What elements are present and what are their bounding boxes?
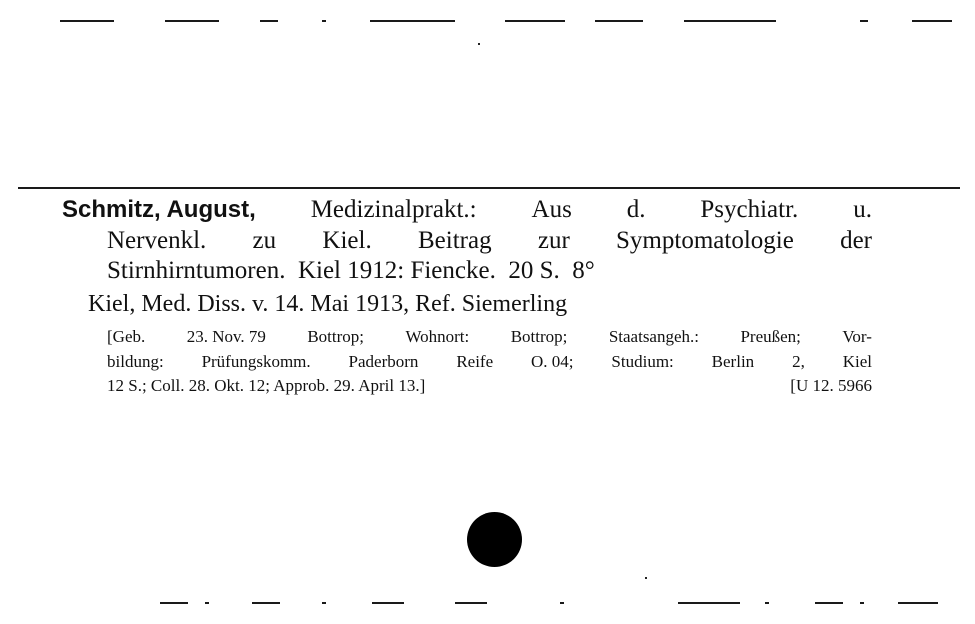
word: Beitrag: [417, 227, 492, 254]
word: Paderborn: [348, 352, 419, 371]
word: Bottrop;: [307, 327, 364, 346]
word: Bottrop;: [510, 327, 568, 346]
entry-line-2: [107, 227, 872, 255]
word: 23. Nov. 79: [186, 327, 266, 346]
word: Vor-: [842, 327, 872, 346]
word: u.: [853, 196, 872, 223]
horizontal-rule: [18, 187, 960, 189]
word: d.: [626, 196, 646, 223]
speck: [645, 577, 647, 579]
word: Nervenkl.: [107, 227, 207, 254]
bio-line-3-text: 12 S.; Coll. 28. Okt. 12; Approb. 29. April 13.]: [107, 376, 426, 395]
word: Reife: [456, 352, 494, 371]
word: der: [840, 227, 872, 254]
word: Staatsangeh.:: [608, 327, 699, 346]
entry-line-1: [62, 196, 872, 224]
word: zu: [252, 227, 277, 254]
author-name: Schmitz, August,: [62, 196, 256, 223]
word: zur: [537, 227, 570, 254]
word: Berlin: [711, 352, 755, 371]
word: Kiel.: [322, 227, 372, 254]
punch-hole: [467, 512, 522, 567]
word: Aus: [531, 196, 572, 223]
bio-line-3: [107, 376, 872, 396]
word: [Geb.: [107, 327, 146, 346]
word: Wohnort:: [405, 327, 470, 346]
word: Kiel: [842, 352, 872, 371]
shelfmark: [U 12. 5966: [790, 376, 872, 395]
word: bildung:: [107, 352, 164, 371]
bio-line-2: [107, 352, 872, 372]
word: Medizinalprakt.:: [310, 196, 477, 223]
word: O. 04;: [531, 352, 574, 371]
dissertation-line: Kiel, Med. Diss. v. 14. Mai 1913, Ref. Siemerling: [88, 291, 568, 317]
word: Preußen;: [740, 327, 801, 346]
word: Psychiatr.: [700, 196, 799, 223]
word: 2,: [792, 352, 805, 371]
word: Symptomatologie: [616, 227, 794, 254]
word: Prüfungskomm.: [201, 352, 311, 371]
entry-line-3: Stirnhirntumoren. Kiel 1912: Fiencke. 20 S. 8°: [107, 257, 595, 284]
word: Studium:: [611, 352, 674, 371]
bio-line-1: [107, 327, 872, 347]
